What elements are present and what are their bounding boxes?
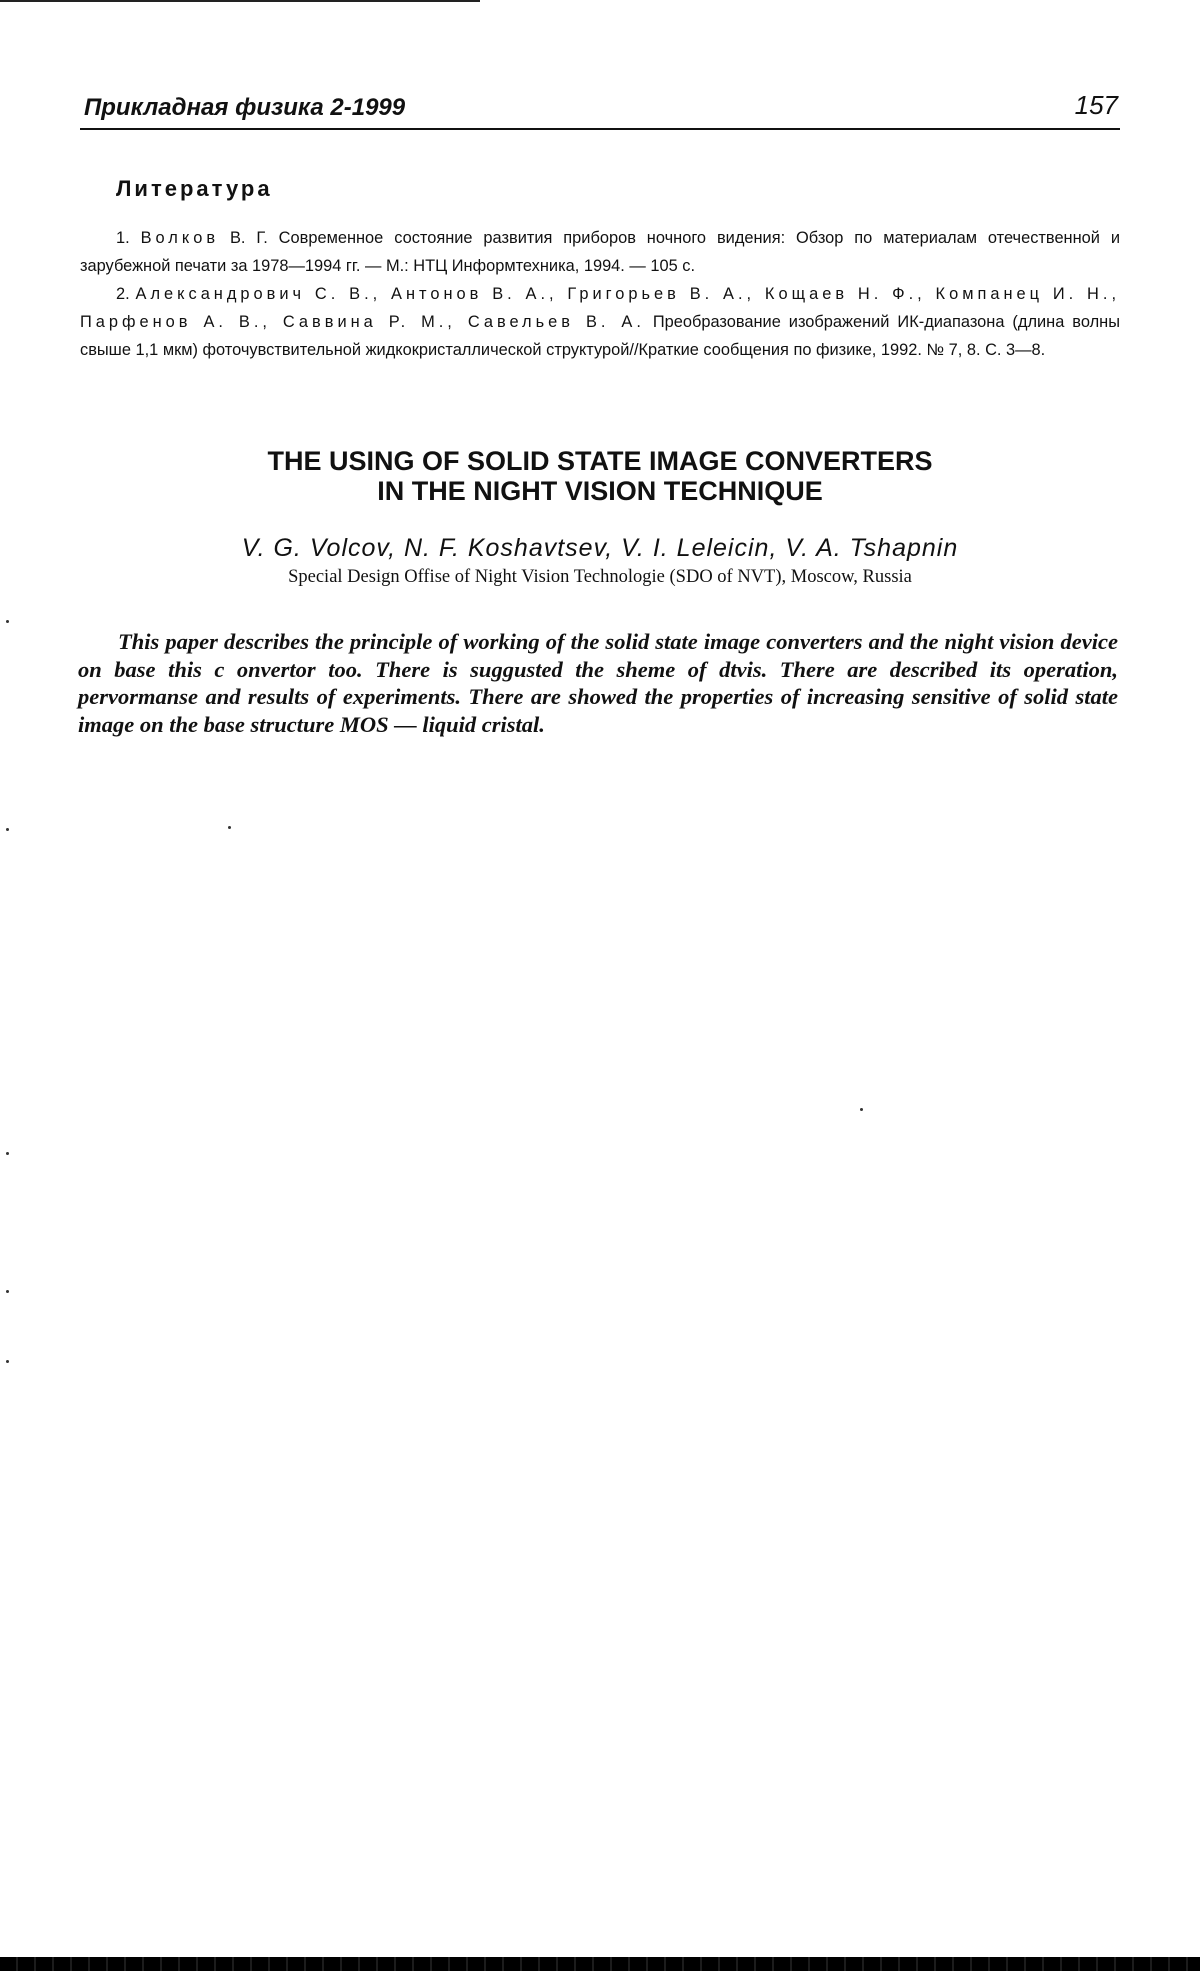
reference-text: Преобразование изображений ИК-диапазона (длина волны свыше 1,1 мкм) фоточувствительной жидкокристаллической структурой//Краткие сообщения по физике, 1992. № 7, 8. С. 3—8. — [80, 313, 1120, 359]
scan-speck — [228, 826, 231, 829]
scan-speck — [6, 620, 9, 623]
scan-edge-top — [0, 0, 480, 2]
page-number: 157 — [1074, 90, 1118, 120]
article-header — [80, 446, 1120, 588]
literature-heading: Литература — [116, 176, 273, 201]
scan-edge-bottom — [0, 1957, 1200, 1971]
running-title: Прикладная физика 2-1999 — [84, 94, 406, 121]
scan-speck — [860, 1108, 863, 1111]
reference-number: 1. — [116, 229, 130, 247]
scan-speck — [6, 828, 9, 831]
article-title — [80, 446, 1120, 506]
reference-authors: Александрович С. В., Антонов В. А., Григорьев В. А., Кощаев Н. Ф., Компанец И. Н., Парфенов А. В., Саввина Р. М., Савельев В. А. — [80, 285, 1120, 331]
page-header — [80, 88, 1120, 130]
scan-speck — [6, 1152, 9, 1155]
literature-section — [80, 176, 1120, 364]
reference-number: 2. — [116, 285, 130, 303]
reference-item — [80, 280, 1120, 364]
article-authors: V. G. Volcov, N. F. Koshavtsev, V. I. Leleicin, V. A. Tshapnin — [241, 534, 959, 562]
article-title-line: IN THE NIGHT VISION TECHNIQUE — [377, 476, 823, 506]
scan-speck — [6, 1290, 9, 1293]
reference-text: В. Г. Современное состояние развития приборов ночного видения: Обзор по материалам отечественной и зарубежной печати за 1978—1994 гг. — М.: НТЦ Информтехника, 1994. — 105 с. — [80, 229, 1120, 275]
article-affiliation: Special Design Offise of Night Vision Technologie (SDO of NVT), Moscow, Russia — [288, 567, 912, 587]
article-title-line: THE USING OF SOLID STATE IMAGE CONVERTERS — [267, 446, 933, 476]
scan-speck — [6, 1360, 9, 1363]
reference-authors: Волков — [140, 229, 220, 247]
reference-item — [80, 224, 1120, 280]
article-abstract: This paper describes the principle of working of the solid state image converters and the night vision device on base this c onvertor too. There is suggusted the sheme of dtvis. There are described its operation, pervormanse and results of experiments. There are showed the properties of increasing sensitive of solid state image on the base structure MOS — liquid cristal. — [78, 629, 1118, 737]
